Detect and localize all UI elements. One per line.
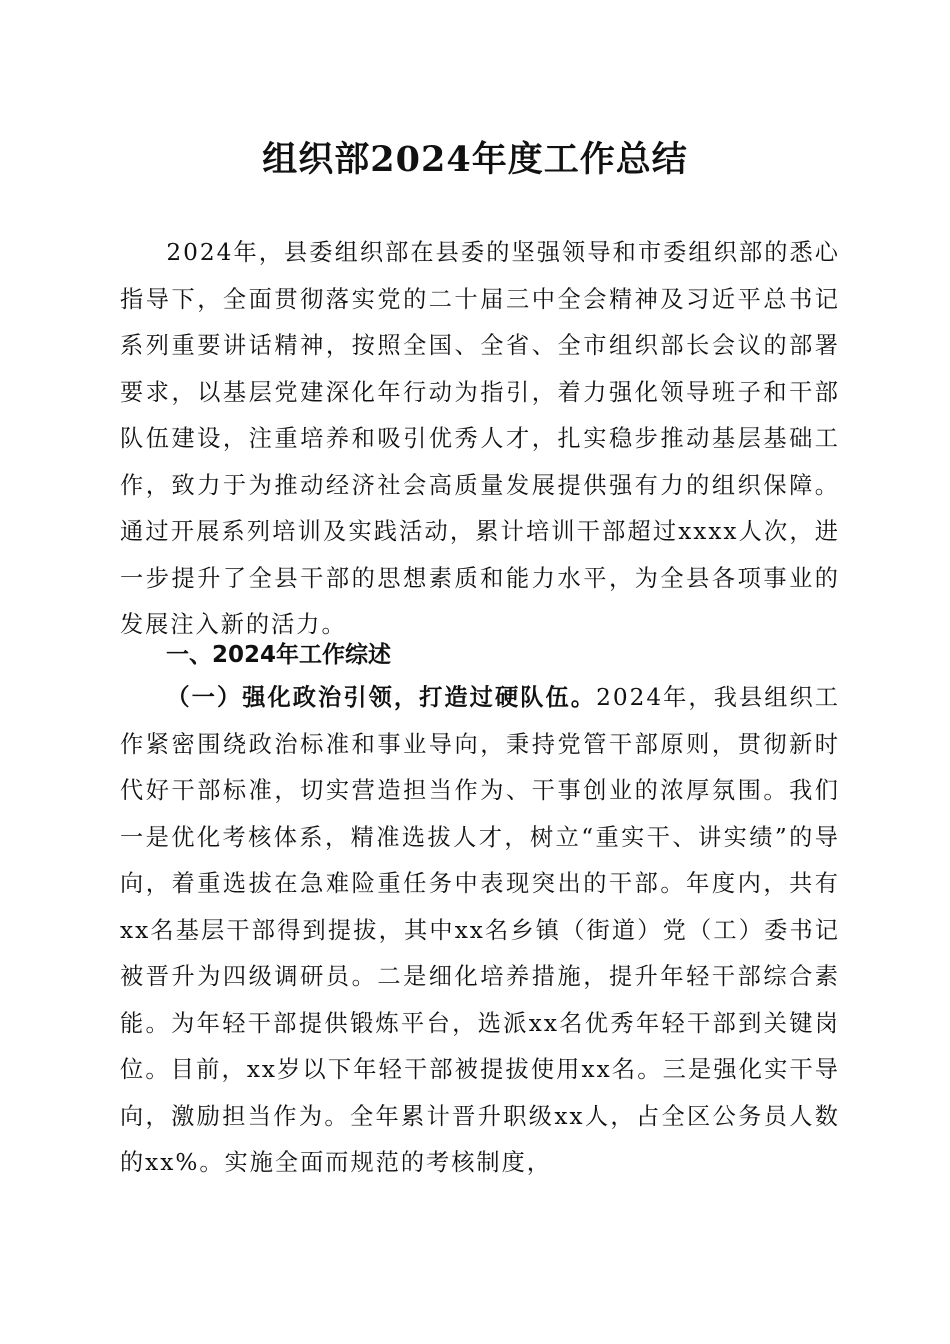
intro-paragraph: 2024年，县委组织部在县委的坚强领导和市委组织部的悉心指导下，全面贯彻落实党的二十届三中全会精神及习近平总书记系列重要讲话精神，按照全国、全省、全市组织部长会议的部署要求，以基层党建深化年行动为指引，着力强化领导班子和干部队伍建设，注重培养和吸引优秀人才，扎实稳步推动基层基础工作，致力于为推动经济社会高质量发展提供强有力的组织保障。通过开展系列培训及实践活动，累计培训干部超过xxxx人次，进一步提升了全县干部的思想素质和能力水平，为全县各项事业的发展注入新的活力。 bbox=[120, 239, 840, 638]
subsection-lead: （一）强化政治引领，打造过硬队伍。 bbox=[166, 684, 597, 711]
subsection-body: 2024年，我县组织工作紧密围绕政治标准和事业导向，秉持党管干部原则，贯彻新时代好干部标准，切实营造担当作为、干事创业的浓厚氛围。我们一是优化考核体系，精准选拔人才，树立“重实干、讲实绩”的导向，着重选拔在急难险重任务中表现突出的干部。年度内，共有xx名基层干部得到提拔，其中xx名乡镇（街道）党（工）委书记被晋升为四级调研员。二是细化培养措施，提升年轻干部综合素能。为年轻干部提供锻炼平台，选派xx名优秀年轻干部到关键岗位。目前，xx岁以下年轻干部被提拔使用xx名。三是强化实干导向，激励担当作为。全年累计晋升职级xx人，占全区公务员人数的xx%。实施全面而规范的考核制度， bbox=[120, 684, 840, 1176]
subsection-paragraph bbox=[120, 675, 840, 1187]
document-title: 组织部2024年度工作总结 bbox=[262, 139, 688, 180]
section-heading: 一、2024年工作综述 bbox=[166, 642, 392, 668]
